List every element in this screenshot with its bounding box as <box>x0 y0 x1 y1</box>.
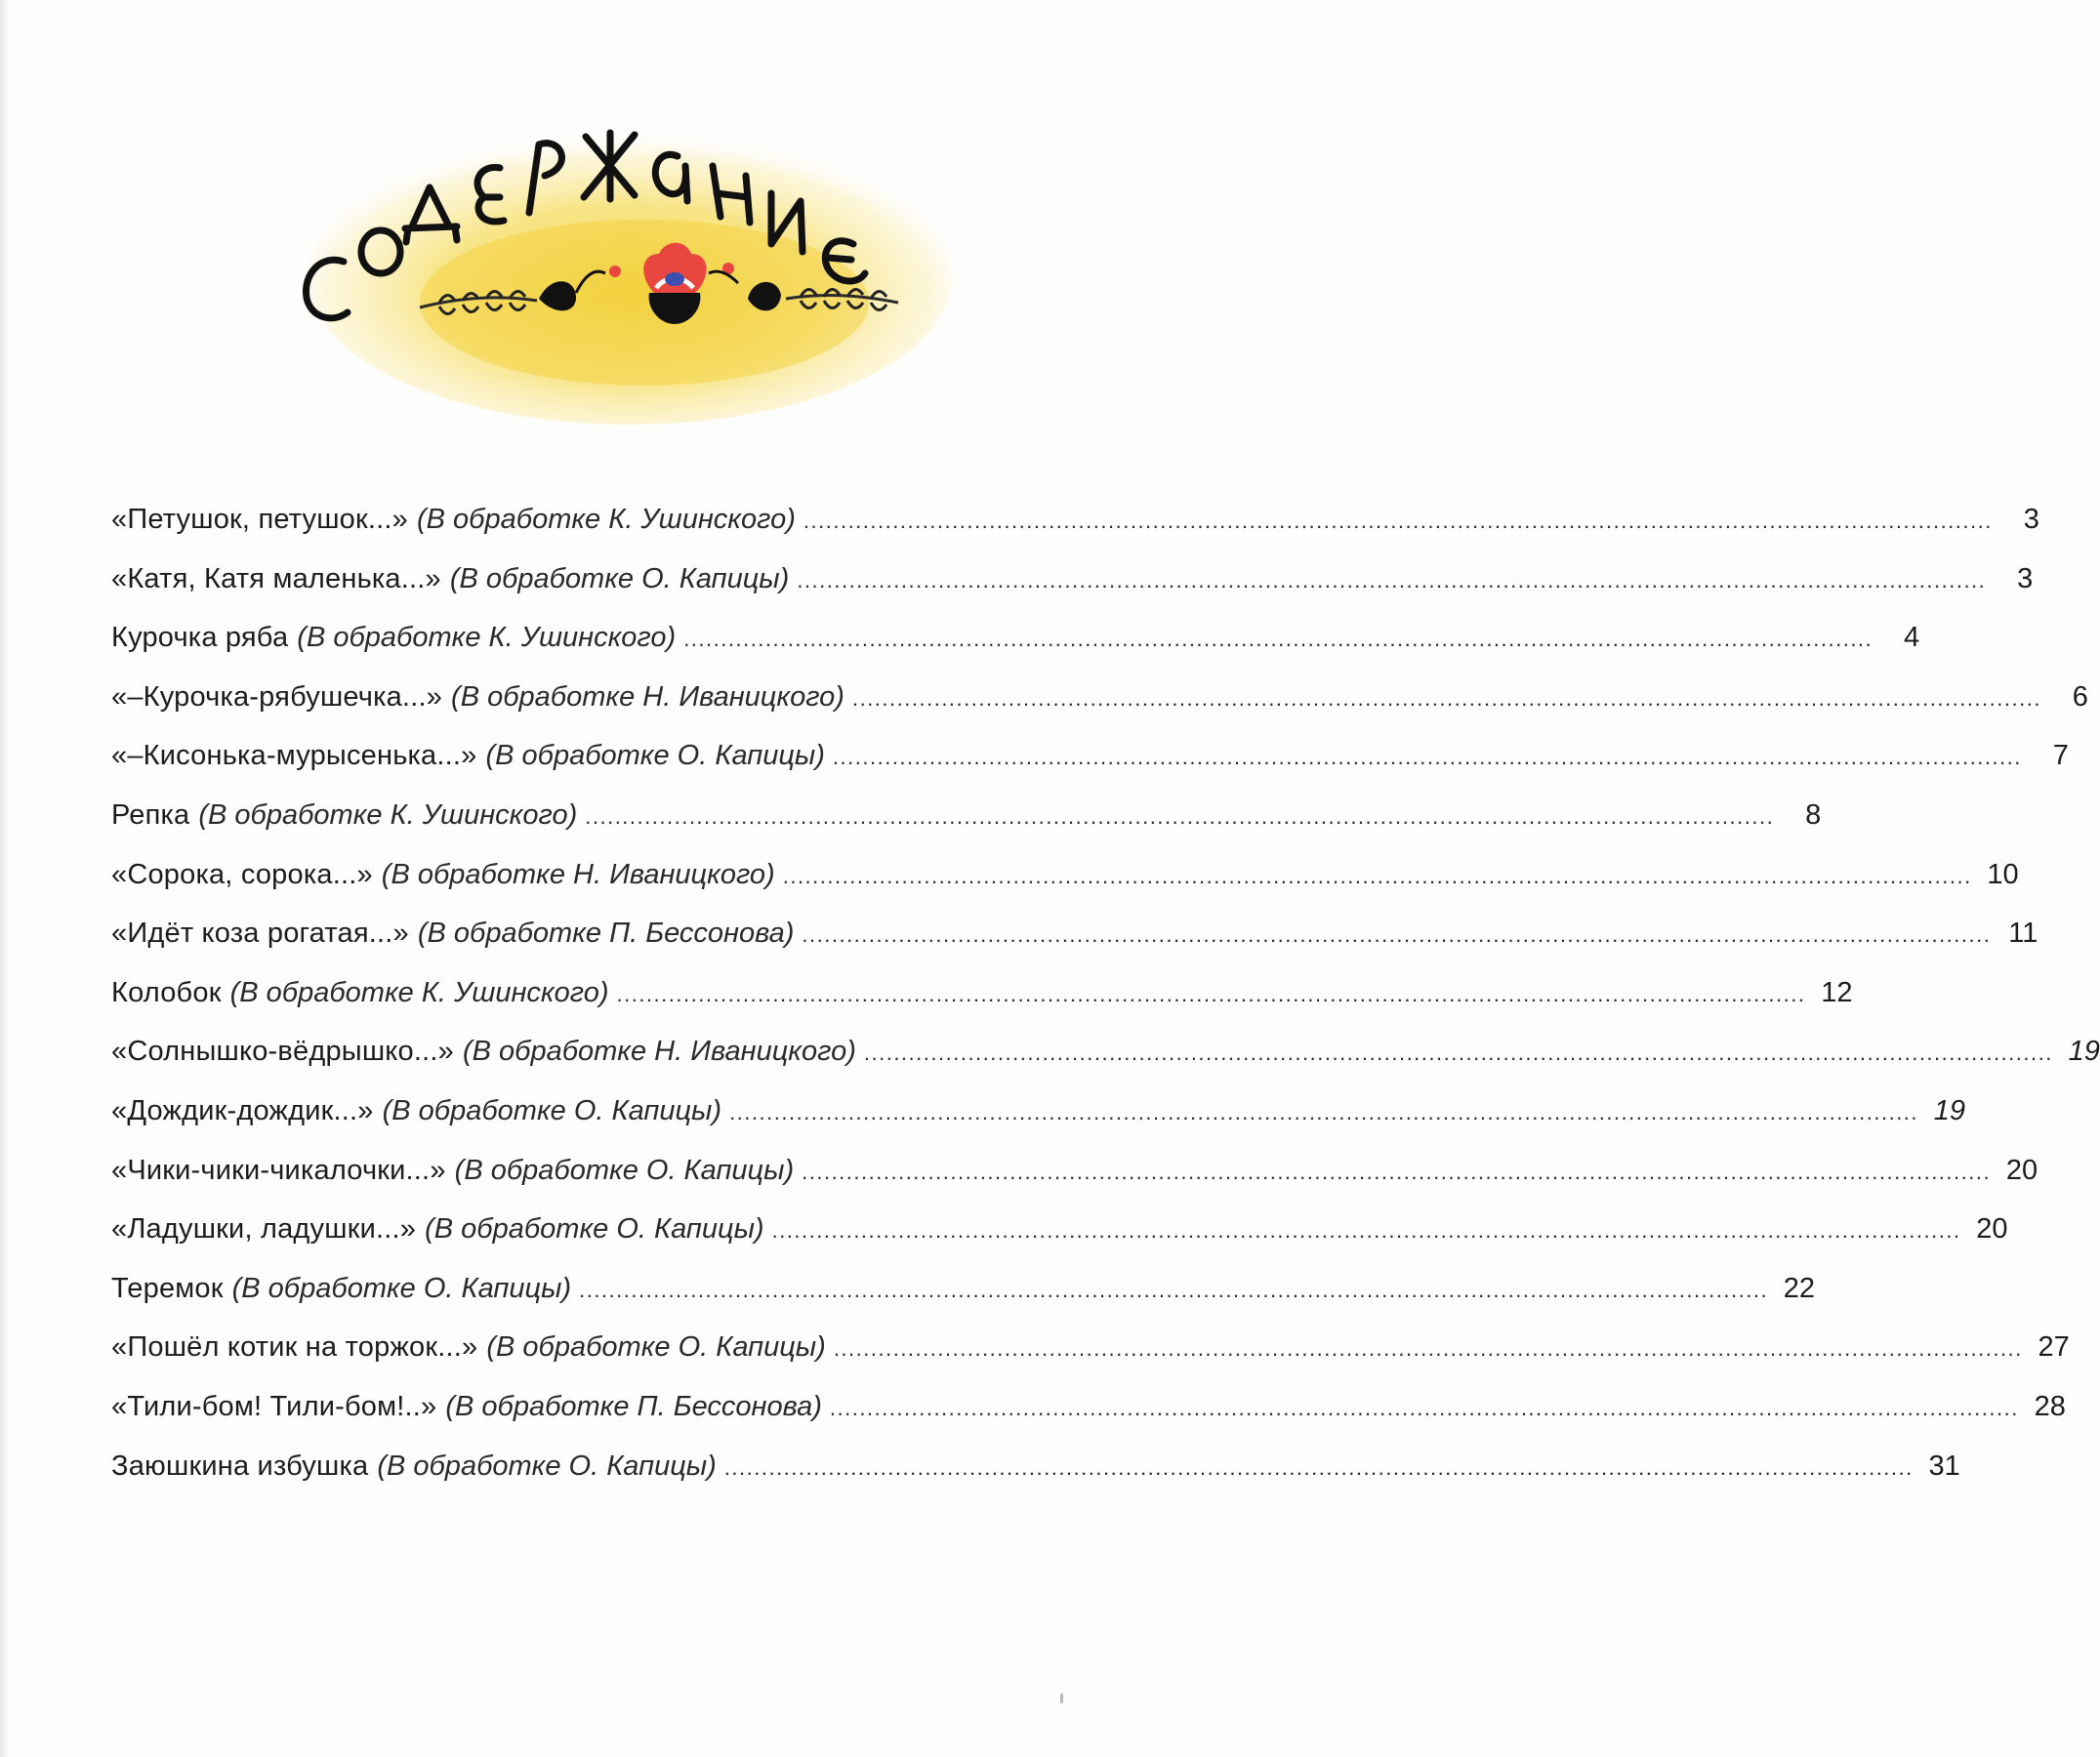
toc-entry-page: 19 <box>1933 1094 1966 1126</box>
toc-entry-credit: (В обработке О. Капицы) <box>425 1213 764 1246</box>
toc-entry-title: «Чики-чики-чикалочки...» <box>111 1154 446 1186</box>
page-edge-shadow <box>0 0 10 1757</box>
toc-entry-credit: (В обработке Н. Иваницкого) <box>381 858 775 890</box>
toc-entry-title: Курочка ряба <box>111 622 289 654</box>
toc-entry-title: «Петушок, петушок...» <box>111 504 408 535</box>
toc-entry <box>111 680 2088 741</box>
toc-entry-title: «Пошёл котик на торжок...» <box>111 1331 478 1364</box>
title-illustration <box>283 107 986 439</box>
toc-entry <box>111 1331 2070 1391</box>
toc-leader-dots: ................................................................................................................................................................ <box>833 1336 2023 1362</box>
toc-entry-credit: (В обработке О. Капицы) <box>231 1272 572 1304</box>
toc-entry <box>111 504 2039 563</box>
toc-entry-credit: (В обработке О. Капицы) <box>454 1154 795 1186</box>
toc-entry-credit: (В обработке О. Капицы) <box>377 1450 717 1482</box>
toc-entry-page: 11 <box>2008 918 2038 950</box>
toc-entry-title: Репка <box>111 798 190 831</box>
table-of-contents <box>111 504 2100 1509</box>
toc-entry-credit: (В обработке Н. Иваницкого) <box>451 680 844 713</box>
toc-entry <box>111 1272 1816 1332</box>
scan-speck <box>1060 1694 1063 1703</box>
toc-entry-page: 7 <box>2052 740 2069 772</box>
toc-entry-page: 31 <box>1928 1450 1960 1482</box>
toc-entry-credit: (В обработке О. Капицы) <box>449 562 790 594</box>
toc-entry <box>111 1390 2066 1451</box>
toc-entry <box>111 1213 2008 1273</box>
toc-leader-dots: ................................................................................................................................................................ <box>829 1395 2019 1420</box>
toc-leader-dots: ................................................................................................................................................................ <box>579 1277 1769 1302</box>
toc-leader-dots: ................................................................................................................................................................ <box>803 509 1993 533</box>
toc-entry-title: «Солнышко-вёдрышко...» <box>111 1036 454 1068</box>
toc-entry-credit: (В обработке О. Капицы) <box>485 740 825 772</box>
toc-entry <box>111 740 2069 799</box>
title-artwork <box>283 107 986 439</box>
toc-entry <box>111 1154 2038 1214</box>
toc-entry <box>111 798 1822 859</box>
toc-entry-credit: (В обработке К. Ушинского) <box>198 798 578 831</box>
toc-entry-page: 28 <box>2034 1390 2066 1422</box>
toc-entry-page: 3 <box>2017 562 2034 594</box>
toc-entry-credit: (В обработке О. Капицы) <box>486 1331 826 1364</box>
toc-entry-title: «–Кисонька-мурысенька...» <box>111 740 477 772</box>
toc-entry <box>111 1094 1966 1155</box>
toc-entry-credit: (В обработке К. Ушинского) <box>417 504 796 535</box>
toc-entry-page: 22 <box>1783 1272 1816 1304</box>
toc-entry-page: 20 <box>1976 1213 2008 1246</box>
toc-entry-credit: (В обработке П. Бессонова) <box>417 918 795 950</box>
toc-entry-credit: (В обработке П. Бессонова) <box>445 1390 822 1422</box>
toc-leader-dots: ................................................................................................................................................................ <box>782 863 1972 888</box>
toc-entry-title: «Катя, Катя маленька...» <box>111 562 441 594</box>
toc-leader-dots: ................................................................................................................................................................ <box>729 1099 1919 1124</box>
toc-entry-credit: (В обработке К. Ушинского) <box>297 622 677 654</box>
toc-entry <box>111 562 2034 623</box>
toc-entry-page: 20 <box>2005 1154 2038 1186</box>
toc-entry-title: Колобок <box>111 976 222 1008</box>
toc-entry-page: 8 <box>1805 798 1822 831</box>
toc-entry-title: «Ладушки, ладушки...» <box>111 1213 417 1246</box>
toc-entry-title: Заюшкина избушка <box>111 1450 369 1482</box>
toc-entry-credit: (В обработке К. Ушинского) <box>229 976 609 1008</box>
toc-entry-page: 19 <box>2068 1036 2100 1068</box>
toc-entry <box>111 1036 2100 1095</box>
toc-entry-page: 6 <box>2072 680 2088 713</box>
toc-entry-page: 10 <box>1987 858 2019 890</box>
toc-entry-page: 27 <box>2038 1331 2070 1364</box>
toc-entry-title: «Тили-бом! Тили-бом!..» <box>111 1390 437 1422</box>
toc-entry-page: 3 <box>2023 504 2039 535</box>
toc-entry-credit: (В обработке О. Капицы) <box>382 1094 722 1126</box>
toc-entry <box>111 622 1920 681</box>
toc-entry-title: Теремок <box>111 1272 224 1304</box>
toc-entry <box>111 1450 1960 1510</box>
toc-leader-dots: ................................................................................................................................................................ <box>585 803 1775 829</box>
toc-leader-dots: ................................................................................................................................................................ <box>802 922 1992 948</box>
toc-leader-dots: ................................................................................................................................................................ <box>832 745 2022 770</box>
toc-entry-title: «Дождик-дождик...» <box>111 1094 374 1126</box>
toc-leader-dots: ................................................................................................................................................................ <box>683 627 1874 652</box>
toc-leader-dots: ................................................................................................................................................................ <box>797 567 1987 592</box>
toc-entry-page: 12 <box>1821 976 1853 1008</box>
toc-leader-dots: ................................................................................................................................................................ <box>771 1218 1961 1244</box>
toc-leader-dots: ................................................................................................................................................................ <box>851 685 2041 711</box>
toc-leader-dots: ................................................................................................................................................................ <box>723 1454 1914 1480</box>
toc-entry <box>111 918 2038 977</box>
toc-entry <box>111 858 2019 919</box>
toc-leader-dots: ................................................................................................................................................................ <box>863 1041 2053 1066</box>
toc-entry <box>111 976 1853 1037</box>
toc-entry-title: «–Курочка-рябушечка...» <box>111 680 443 713</box>
toc-entry-credit: (В обработке Н. Иваницкого) <box>462 1036 856 1068</box>
toc-entry-title: «Сорока, сорока...» <box>111 858 373 890</box>
toc-entry-title: «Идёт коза рогатая...» <box>111 918 409 950</box>
toc-leader-dots: ................................................................................................................................................................ <box>802 1159 1992 1184</box>
toc-entry-page: 4 <box>1904 622 1920 654</box>
toc-leader-dots: ................................................................................................................................................................ <box>616 981 1806 1006</box>
